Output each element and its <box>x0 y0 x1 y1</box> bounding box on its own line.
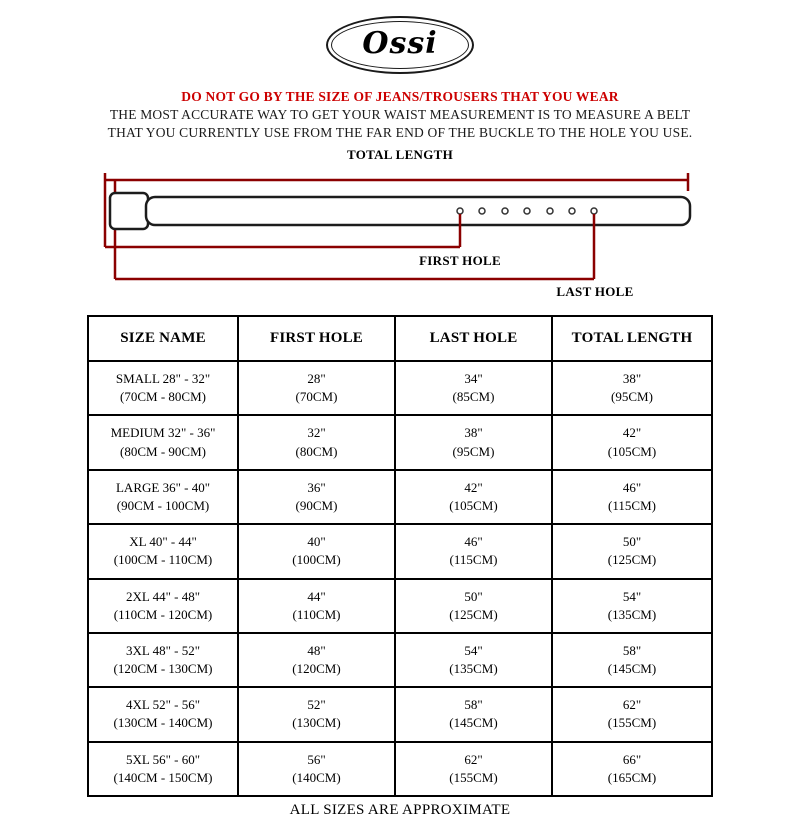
size-name-cell <box>88 415 238 469</box>
belt-diagram-drawing <box>0 147 800 305</box>
size-name-cell <box>88 687 238 741</box>
size-cm: (140CM - 150CM) <box>113 769 213 785</box>
first-hole-cell <box>238 579 395 633</box>
size-inches: 3XL 48" - 52" <box>125 642 201 658</box>
size-inches: 2XL 44" - 48" <box>125 588 201 604</box>
first-cm: (80CM) <box>295 443 338 459</box>
first-inches: 40" <box>307 534 326 550</box>
first-cm: (100CM) <box>292 552 341 568</box>
table-row <box>88 742 712 796</box>
last-inches: 34" <box>464 371 483 386</box>
size-name-cell <box>88 633 238 687</box>
total-length-cell <box>552 579 712 633</box>
size-cm: (110CM - 120CM) <box>113 606 213 622</box>
last-cm: (125CM) <box>449 606 498 622</box>
logo-inner-oval <box>331 21 469 69</box>
instruction-line-1: THE MOST ACCURATE WAY TO GET YOUR WAIST MEASUREMENT IS TO MEASURE A BELT <box>109 107 691 122</box>
first-cm: (90CM) <box>295 497 338 513</box>
size-table <box>87 315 713 797</box>
header-total-length: TOTAL LENGTH <box>552 316 712 361</box>
size-cm: (130CM - 140CM) <box>113 715 213 731</box>
table-header-row <box>88 316 712 361</box>
total-length-cell <box>552 687 712 741</box>
total-inches: 46" <box>622 479 642 495</box>
last-cm: (85CM) <box>452 389 495 405</box>
size-cm: (90CM - 100CM) <box>116 497 210 513</box>
last-hole-cell <box>395 470 552 524</box>
last-inches: 54" <box>464 642 483 658</box>
total-length-label: TOTAL LENGTH <box>346 147 454 162</box>
total-cm: (155CM) <box>607 715 657 731</box>
last-inches: 42" <box>464 479 483 495</box>
size-cm: (120CM - 130CM) <box>113 661 213 677</box>
first-cm: (110CM) <box>292 606 341 622</box>
total-inches: 50" <box>622 534 642 550</box>
first-hole-label: FIRST HOLE <box>419 253 501 268</box>
size-cm: (100CM - 110CM) <box>113 552 213 568</box>
total-inches: 38" <box>622 371 642 386</box>
size-inches: LARGE 36" - 40" <box>115 479 211 495</box>
size-inches: 4XL 52" - 56" <box>125 697 201 713</box>
first-inches: 48" <box>307 642 326 658</box>
first-hole-cell <box>238 470 395 524</box>
last-cm: (115CM) <box>449 552 498 568</box>
last-hole-cell <box>395 415 552 469</box>
total-length-cell <box>552 524 712 578</box>
total-length-cell <box>552 470 712 524</box>
belt-measurement-diagram <box>0 147 800 305</box>
size-inches: XL 40" - 44" <box>129 534 197 550</box>
last-hole-cell <box>395 687 552 741</box>
last-cm: (135CM) <box>449 661 498 677</box>
first-hole-cell <box>238 742 395 796</box>
size-name-cell <box>88 579 238 633</box>
last-cm: (145CM) <box>449 715 498 731</box>
table-row <box>88 579 712 633</box>
first-cm: (140CM) <box>292 769 341 785</box>
total-length-cell <box>552 633 712 687</box>
total-length-cell <box>552 415 712 469</box>
total-cm: (95CM) <box>611 389 653 405</box>
first-inches: 44" <box>307 588 326 604</box>
size-name-cell <box>88 742 238 796</box>
total-cm: (145CM) <box>607 661 657 677</box>
total-length-cell <box>552 742 712 796</box>
size-inches: MEDIUM 32" - 36" <box>110 425 216 441</box>
total-inches: 62" <box>622 697 642 713</box>
last-inches: 62" <box>464 751 483 767</box>
instruction-line-2: THAT YOU CURRENTLY USE FROM THE FAR END OF THE BUCKLE TO THE HOLE YOU USE. <box>107 125 693 140</box>
total-cm: (125CM) <box>607 552 657 568</box>
first-inches: 56" <box>307 751 326 767</box>
first-cm: (130CM) <box>292 715 341 731</box>
size-inches: SMALL 28" - 32" <box>115 371 211 386</box>
total-length-cell <box>552 361 712 415</box>
table-row <box>88 361 712 415</box>
table-row <box>88 415 712 469</box>
total-inches: 66" <box>622 751 642 767</box>
total-inches: 42" <box>622 425 642 441</box>
brand-logo <box>0 16 800 74</box>
last-hole-cell <box>395 579 552 633</box>
first-inches: 28" <box>307 371 326 386</box>
size-name-cell <box>88 470 238 524</box>
size-name-cell <box>88 361 238 415</box>
table-row <box>88 633 712 687</box>
brand-name: Ossi <box>362 25 438 61</box>
last-cm: (95CM) <box>452 443 495 459</box>
total-cm: (115CM) <box>608 497 656 513</box>
logo-outer-oval <box>326 16 474 74</box>
last-inches: 58" <box>464 697 483 713</box>
last-inches: 38" <box>464 425 483 441</box>
table-row <box>88 687 712 741</box>
first-hole-cell <box>238 633 395 687</box>
first-cm: (70CM) <box>295 389 338 405</box>
first-hole-cell <box>238 524 395 578</box>
header-last-hole: LAST HOLE <box>395 316 552 361</box>
header-size-name: SIZE NAME <box>88 316 238 361</box>
first-hole-cell <box>238 687 395 741</box>
total-inches: 58" <box>622 642 642 658</box>
last-cm: (105CM) <box>449 497 498 513</box>
last-hole-cell <box>395 633 552 687</box>
size-cm: (70CM - 80CM) <box>120 389 206 405</box>
size-name-cell <box>88 524 238 578</box>
total-cm: (165CM) <box>607 769 657 785</box>
last-hole-cell <box>395 361 552 415</box>
size-cm: (80CM - 90CM) <box>120 443 206 459</box>
last-inches: 46" <box>464 534 483 550</box>
header-first-hole: FIRST HOLE <box>238 316 395 361</box>
last-hole-cell <box>395 524 552 578</box>
total-cm: (135CM) <box>607 606 657 622</box>
first-hole-cell <box>238 361 395 415</box>
last-hole-label: LAST HOLE <box>556 284 634 299</box>
total-cm: (105CM) <box>607 443 657 459</box>
first-inches: 36" <box>307 479 326 495</box>
size-inches: 5XL 56" - 60" <box>125 751 201 767</box>
first-inches: 52" <box>307 697 326 713</box>
first-hole-cell <box>238 415 395 469</box>
total-inches: 54" <box>622 588 642 604</box>
last-inches: 50" <box>464 588 483 604</box>
belt-buckle <box>110 193 148 229</box>
table-row <box>88 470 712 524</box>
warning-text: DO NOT GO BY THE SIZE OF JEANS/TROUSERS THAT YOU WEAR <box>181 89 619 104</box>
first-cm: (120CM) <box>292 661 341 677</box>
last-cm: (155CM) <box>449 769 498 785</box>
first-inches: 32" <box>307 425 326 441</box>
table-row <box>88 524 712 578</box>
last-hole-cell <box>395 742 552 796</box>
size-chart-page <box>0 16 800 816</box>
approximate-note: ALL SIZES ARE APPROXIMATE <box>289 802 511 818</box>
belt-strap <box>146 197 690 225</box>
